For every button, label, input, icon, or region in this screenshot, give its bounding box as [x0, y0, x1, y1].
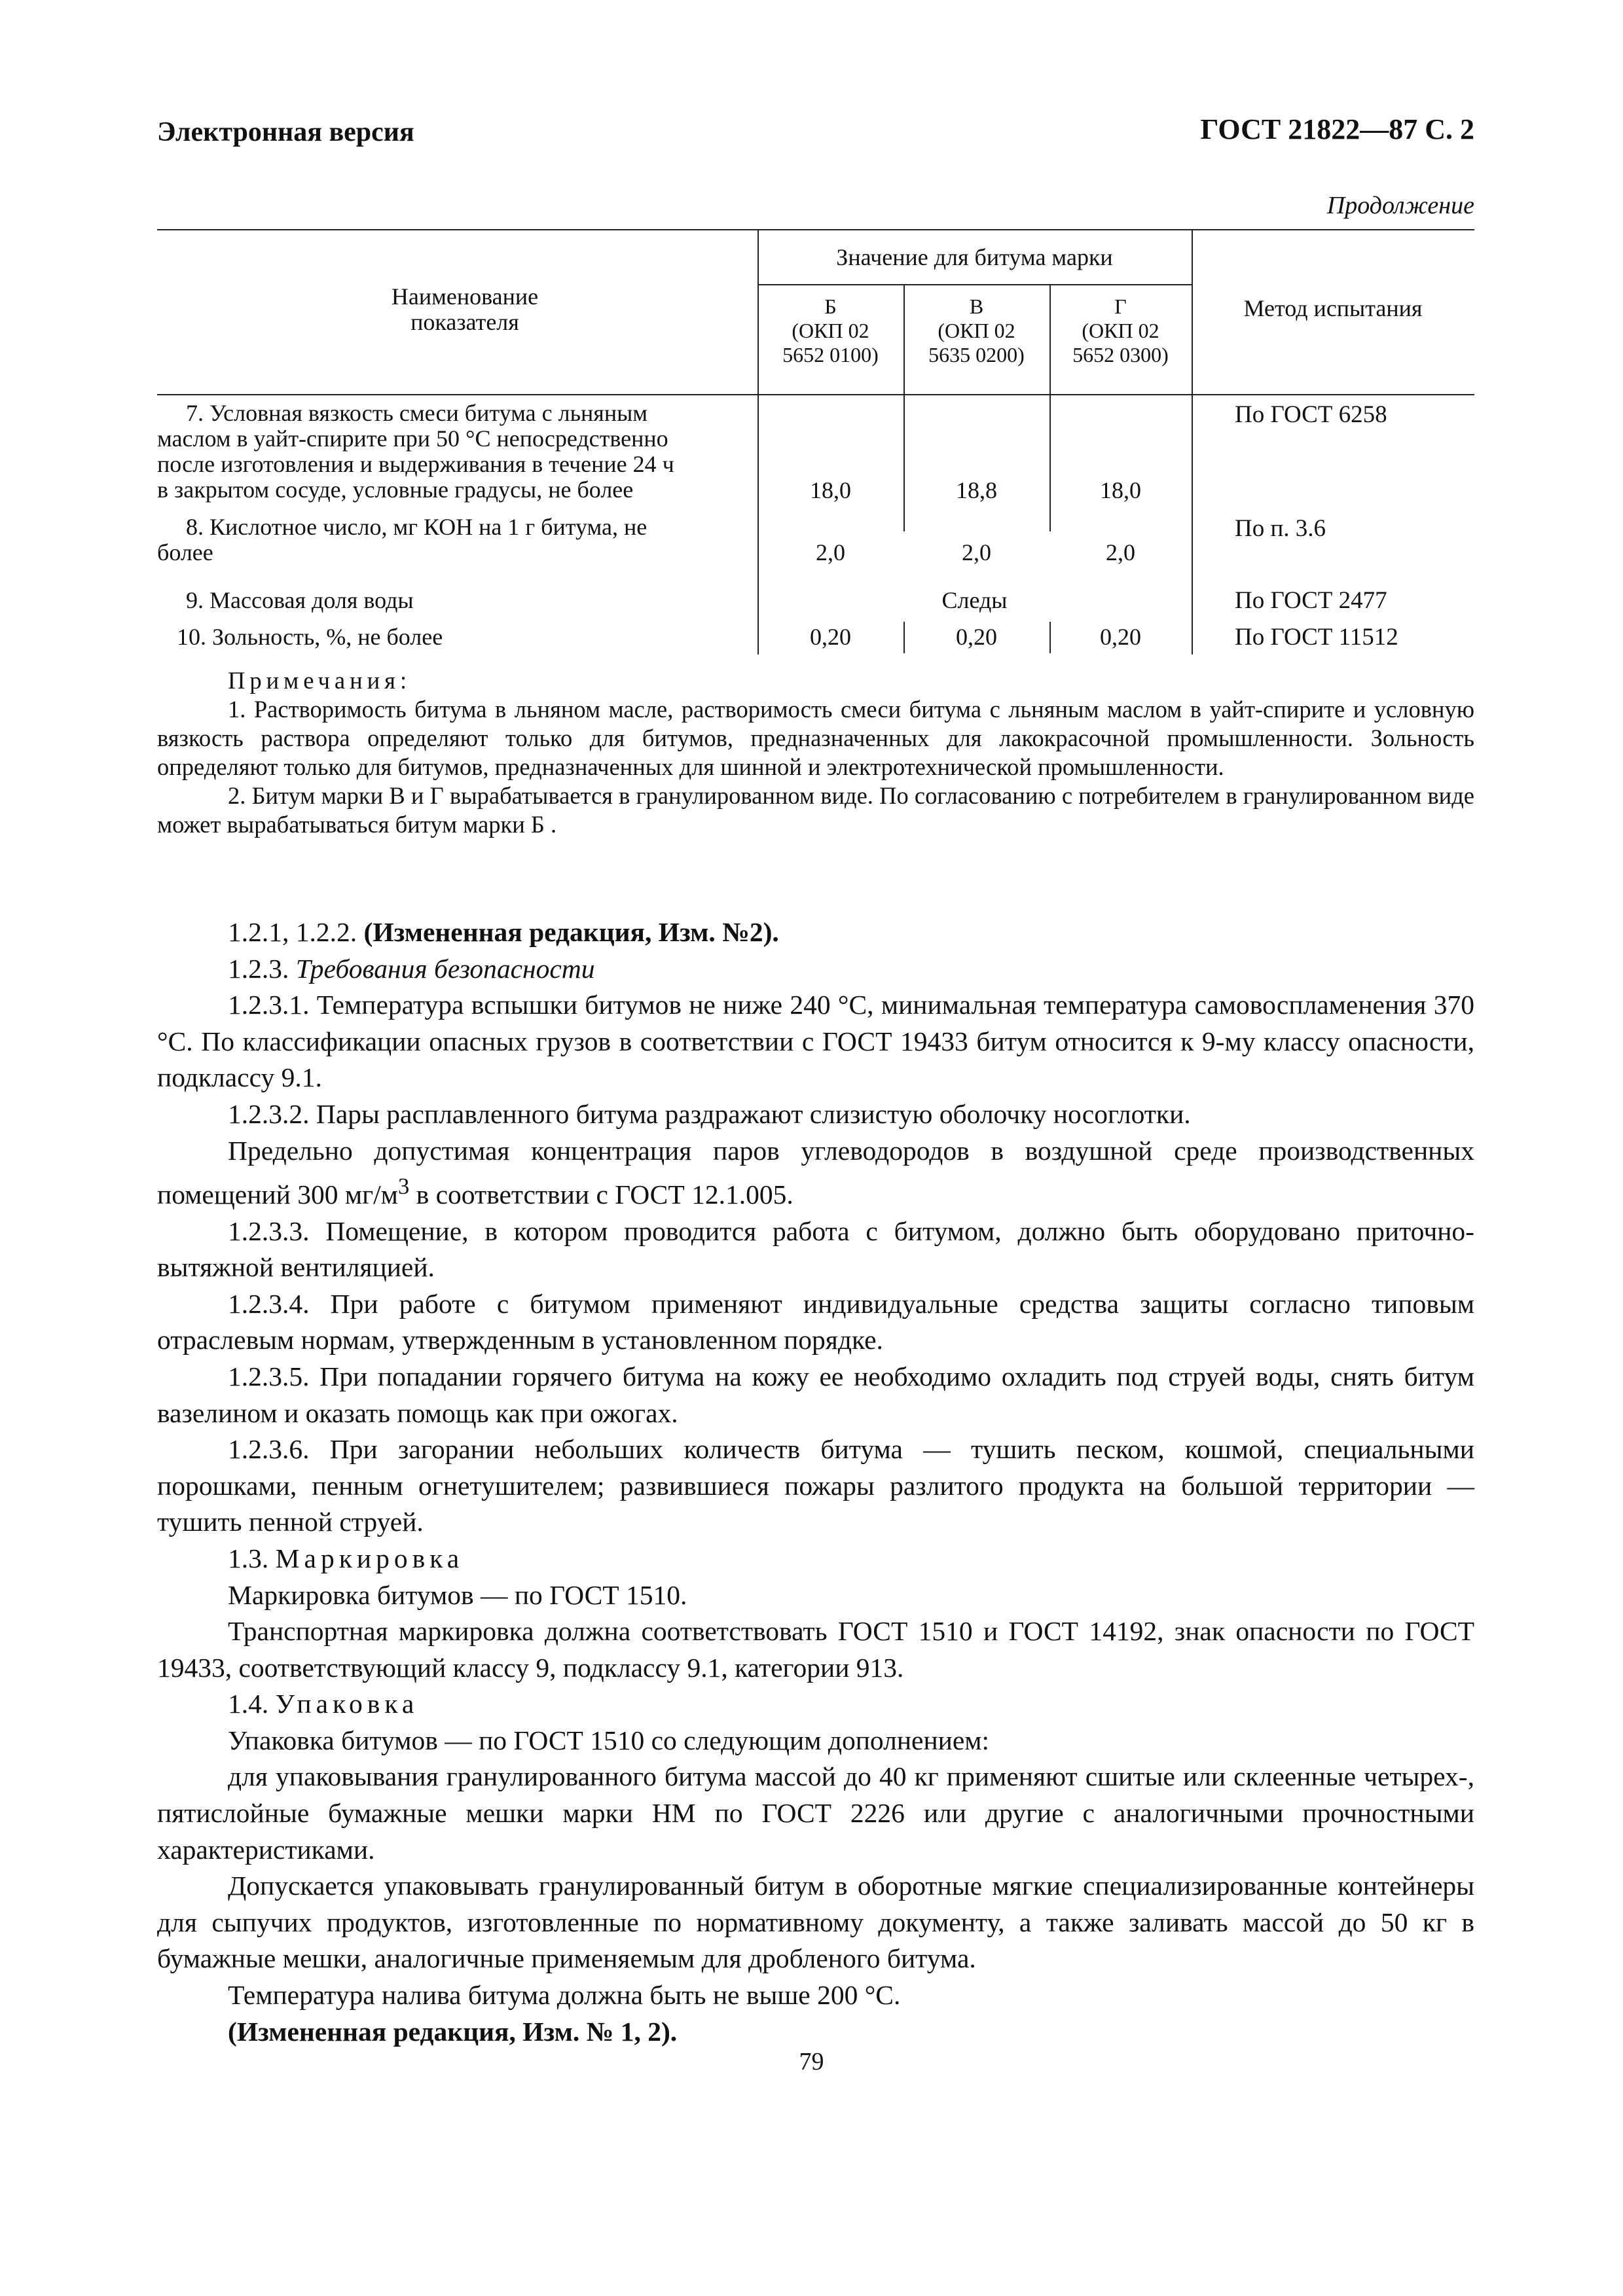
table-group-rule — [757, 284, 1192, 285]
note-item: 1. Растворимость битума в льняном масле, растворимость смеси битума с льняным маслом в уайт-спирите и условную вязкость раствора определяют только для битумов, предназначенных для лакокрасочной промышленности. Зольность определяют только для битумов, предназначенных для шинной и электротехнической промышленности. — [157, 696, 1474, 780]
page-number: 79 — [799, 2048, 824, 2075]
table-cell: 2,0 — [816, 539, 845, 565]
section-title: Требования безопасности — [295, 953, 595, 984]
paragraph: 1.2.3.3. Помещение, в котором проводится работа с битумом, должно быть оборудовано приточно-вытяжной вентиляцией. — [157, 1215, 1474, 1283]
table-vrule — [903, 394, 905, 531]
table-row-name — [157, 514, 754, 565]
paragraph: для упаковывания гранулированного битума массой до 40 кг применяют сшитые или склеенные четырех-, пятислойные бумажные мешки марки НМ по ГОСТ 2226 или другие с аналогичными прочностными характеристиками. — [157, 1761, 1474, 1865]
grade-code: 5635 0200) — [928, 343, 1025, 367]
table-vrule — [1192, 394, 1193, 655]
paragraph: Маркировка битумов — по ГОСТ 1510. — [228, 1579, 687, 1610]
col-header-method: Метод испытания — [1243, 295, 1423, 321]
clause-number: 1.2.3. — [228, 953, 296, 984]
row-name-line: маслом в уайт-спирите при 50 °С непосредственно — [157, 425, 668, 452]
main-text — [157, 914, 1474, 2050]
table-row-name: 9. Массовая доля воды — [186, 587, 414, 613]
section-title: Упаковка — [275, 1689, 419, 1719]
row-name-line: после изготовления и выдерживания в течение 24 ч — [157, 451, 674, 477]
grade-code: 5652 0300) — [1072, 343, 1169, 367]
paragraph: Упаковка битумов — по ГОСТ 1510 со следующим дополнением: — [228, 1725, 990, 1755]
paragraph: 1.2.3.4. При работе с битумом применяют индивидуальные средства защиты согласно типовым отраслевым нормам, утвержденным в установленном порядке. — [157, 1288, 1474, 1355]
table-vrule — [1049, 394, 1051, 531]
table-notes — [157, 666, 1474, 839]
table-cell-method: По п. 3.6 — [1235, 515, 1326, 542]
clause-number: 1.4. — [228, 1689, 276, 1719]
paragraph — [157, 951, 1474, 988]
paragraph-text: Предельно допустимая концентрация паров углеводородов в воздушной среде производственных помещений 300 мг/м — [157, 1135, 1474, 1210]
paragraph: 1.2.3.6. При загорании небольших количеств битума — тушить песком, кошмой, специальными порошками, пенным огнетушителем; развившиеся пожары разлитого продукта на большой территории — тушить пенной струей. — [157, 1434, 1474, 1537]
clause-number: 1.2.1, 1.2.2. — [228, 917, 364, 947]
paragraph: Транспортная маркировка должна соответствовать ГОСТ 1510 и ГОСТ 14192, знак опасности по ГОСТ 19433, соответствующий классу 9, подклассу 9.1, категории 913. — [157, 1616, 1474, 1683]
header-left: Электронная версия — [157, 117, 414, 147]
table-header-rule — [157, 394, 1474, 395]
paragraph: Температура налива битума должна быть не выше 200 °С. — [228, 1980, 901, 2011]
table-cell: 2,0 — [962, 539, 991, 565]
grade-mark: В — [969, 295, 984, 318]
properties-table — [157, 229, 1474, 655]
note-item: 2. Битум марки В и Г вырабатывается в гранулированном виде. По согласованию с потребителем в гранулированном виде может вырабатываться битум марки Б . — [157, 782, 1474, 838]
paragraph: Допускается упаковывать гранулированный битум в оборотные мягкие специализированные контейнеры для сыпучих продуктов, изготовленные по нормативному документу, а также заливать массой до 50 кг в бумажные мешки, аналогичные применяемым для дробленого битума. — [157, 1871, 1474, 1974]
grade-header-b — [757, 295, 903, 367]
row-name-line: более — [157, 539, 213, 565]
grade-okp: (ОКП 02 — [1082, 319, 1159, 342]
paragraph — [157, 1686, 1474, 1723]
grade-header-g — [1049, 295, 1192, 367]
table-row-name — [157, 401, 754, 503]
header-right: ГОСТ 21822—87 С. 2 — [1200, 113, 1474, 145]
section-title: Маркировка — [275, 1543, 464, 1573]
paragraph — [157, 1133, 1474, 1213]
table-cell-method: По ГОСТ 6258 — [1235, 401, 1387, 428]
table-cell: 18,8 — [956, 477, 997, 503]
amendment-note: (Измененная редакция, Изм. № 1, 2). — [228, 2016, 678, 2047]
table-cell: 0,20 — [1100, 624, 1141, 650]
table-cell: 2,0 — [1106, 539, 1135, 565]
amendment-note: (Измененная редакция, Изм. №2). — [363, 917, 779, 947]
table-top-rule — [157, 229, 1474, 230]
row-name-line: в закрытом сосуде, условные градусы, не более — [157, 476, 634, 503]
notes-title: Примечания: — [228, 667, 412, 694]
grade-mark: Г — [1114, 295, 1127, 318]
row-name-line: 8. Кислотное число, мг КОН на 1 г битума, не — [186, 514, 647, 540]
paragraph: 1.2.3.1. Температура вспышки битумов не ниже 240 °С, минимальная температура самовоспламенения 370 °С. По классификации опасных грузов в соответствии с ГОСТ 19433 битум относится к 9-му классу опасности, подклассу 9.1. — [157, 990, 1474, 1093]
table-cell: 18,0 — [1100, 477, 1141, 503]
table-row-name: 10. Зольность, %, не более — [177, 624, 443, 650]
grade-okp: (ОКП 02 — [938, 319, 1015, 342]
clause-number: 1.3. — [228, 1543, 276, 1573]
row-name-line: 7. Условная вязкость смеси битума с льняным — [186, 400, 648, 426]
paragraph: 1.2.3.5. При попадании горячего битума на кожу ее необходимо охладить под струей воды, снять битум вазелином и оказать помощь как при ожогах. — [157, 1361, 1474, 1428]
table-cell: 0,20 — [810, 624, 851, 650]
continuation-label: Продолжение — [1326, 192, 1474, 219]
superscript: 3 — [397, 1174, 410, 1200]
table-cell-merged: Следы — [941, 587, 1008, 613]
table-cell: 18,0 — [810, 477, 851, 503]
table-cell: 0,20 — [956, 624, 997, 650]
grade-mark: Б — [824, 295, 837, 318]
paragraph — [157, 1541, 1474, 1577]
col-header-name: Наименование показателя — [391, 283, 539, 335]
paragraph: 1.2.3.2. Пары расплавленного битума раздражают слизистую оболочку носоглотки. — [228, 1098, 1191, 1129]
table-cell-method: По ГОСТ 2477 — [1235, 587, 1387, 614]
col-header-values: Значение для битума марки — [836, 244, 1113, 270]
grade-code: 5652 0100) — [782, 343, 879, 367]
table-vrule — [757, 394, 759, 655]
grade-header-v — [903, 295, 1049, 367]
paragraph — [157, 914, 1474, 951]
table-cell-method: По ГОСТ 11512 — [1235, 624, 1398, 651]
grade-okp: (ОКП 02 — [792, 319, 869, 342]
paragraph-text: в соответствии с ГОСТ 12.1.005. — [409, 1179, 793, 1210]
